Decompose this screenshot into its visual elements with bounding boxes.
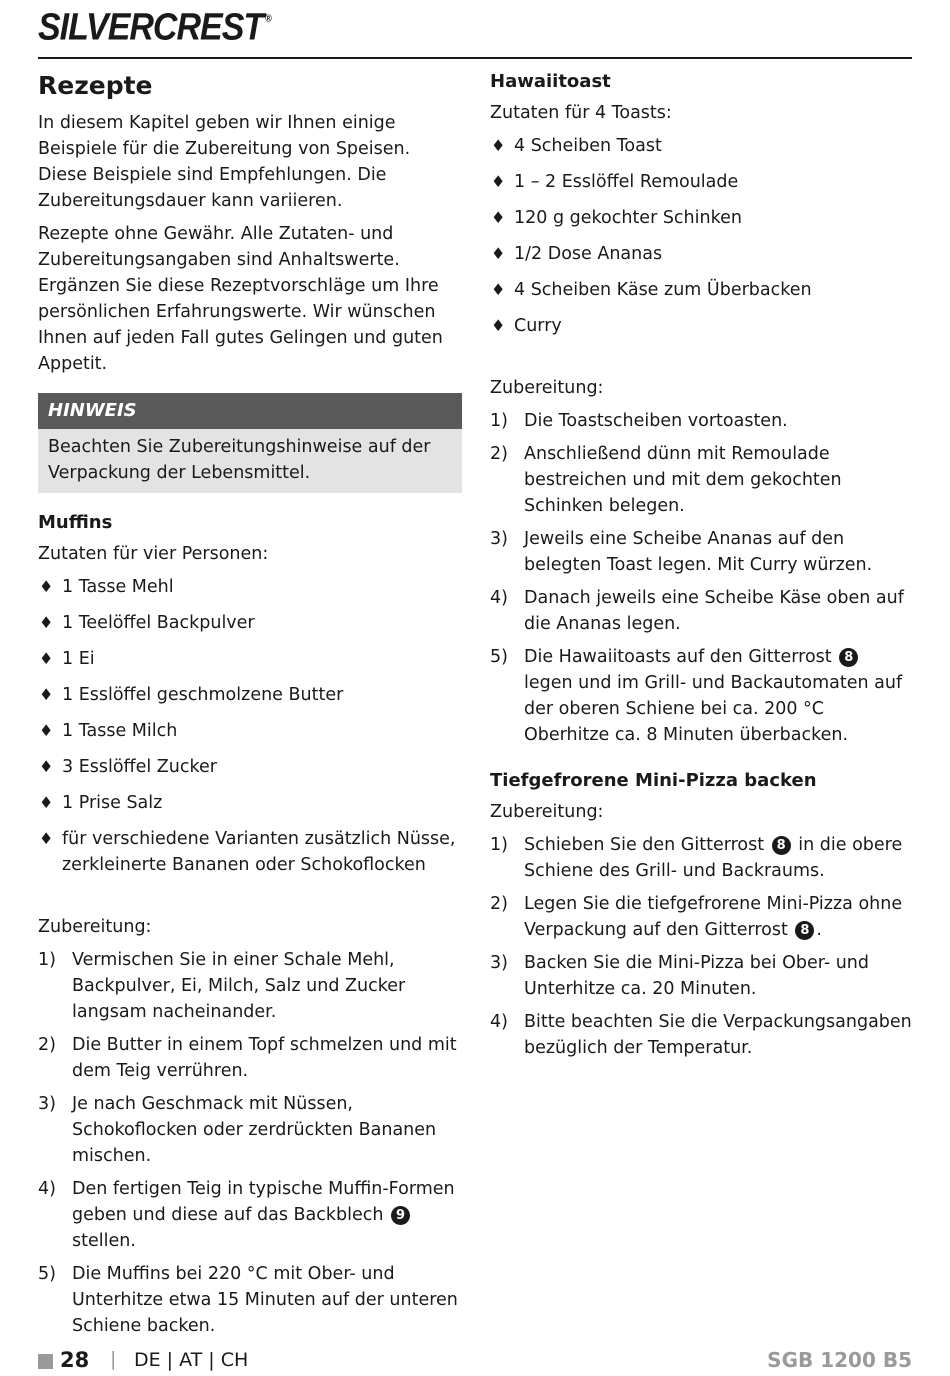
muffins-ingredients-label: Zutaten für vier Personen: xyxy=(38,544,269,564)
list-item: ♦ 120 g gekochter Schinken xyxy=(490,205,914,231)
intro-paragraph-1: In diesem Kapitel geben wir Ihnen einige Beispiele für die Zubereitung von Speisen. Diese Beispiele sind Empfehlungen. Die Zubereitungsdauer kann variieren. xyxy=(38,113,411,211)
list-item: ♦ 1 Esslöffel geschmolzene Butter xyxy=(38,682,462,708)
step-item: 1) Vermischen Sie in einer Schale Mehl, Backpulver, Ei, Milch, Salz und Zucker langsam nacheinander. xyxy=(38,950,406,1022)
model-number: SGB 1200 B5 xyxy=(767,1348,912,1372)
footer-separator: | xyxy=(110,1348,117,1370)
muffins-ingredients-list xyxy=(38,574,462,878)
hawaii-ingredients-label: Zutaten für 4 Toasts: xyxy=(490,103,672,123)
pizza-steps xyxy=(490,832,914,1061)
left-column xyxy=(38,70,462,1346)
right-column xyxy=(490,70,914,1068)
step-item: 2) Die Butter in einem Topf schmelzen und mit dem Teig verrühren. xyxy=(38,1035,457,1081)
country-codes: DE | AT | CH xyxy=(134,1349,249,1371)
note-box xyxy=(38,393,462,493)
list-item: ♦ 1 Tasse Milch xyxy=(38,718,462,744)
page-number: 28 xyxy=(60,1348,90,1372)
hawaii-title: Hawaiitoast xyxy=(490,71,611,92)
part-number-badge: 9 xyxy=(391,1206,410,1225)
list-item: ♦ 1 – 2 Esslöffel Remoulade xyxy=(490,169,914,195)
diamond-bullet-icon: ♦ xyxy=(39,793,54,812)
page-title: Rezepte xyxy=(38,71,153,100)
page-marker-icon xyxy=(38,1354,53,1369)
step-item: 3) Je nach Geschmack mit Nüssen, Schokoflocken oder zerdrückten Bananen mischen. xyxy=(38,1094,437,1166)
diamond-bullet-icon: ♦ xyxy=(491,136,506,155)
diamond-bullet-icon: ♦ xyxy=(491,172,506,191)
muffins-prep-label: Zubereitung: xyxy=(38,917,152,937)
diamond-bullet-icon: ♦ xyxy=(39,649,54,668)
list-item: ♦ 1 Teelöffel Backpulver xyxy=(38,610,462,636)
note-text: Beachten Sie Zubereitungshinweise auf der Verpackung der Lebensmittel. xyxy=(38,429,462,493)
diamond-bullet-icon: ♦ xyxy=(39,721,54,740)
diamond-bullet-icon: ♦ xyxy=(39,757,54,776)
muffins-title: Muffins xyxy=(38,512,113,533)
list-item: ♦ 1 Ei xyxy=(38,646,462,672)
step-item: 5) Die Hawaiitoasts auf den Gitterrost 8 legen und im Grill- und Backautomaten auf der oberen Schiene bei ca. 200 °C Oberhitze ca. 8 Minuten überbacken. xyxy=(490,647,903,745)
diamond-bullet-icon: ♦ xyxy=(39,829,54,848)
step-item: 3) Backen Sie die Mini-Pizza bei Ober- und Unterhitze ca. 20 Minuten. xyxy=(490,953,869,999)
list-item: ♦ 4 Scheiben Toast xyxy=(490,133,914,159)
list-item: ♦ 1 Prise Salz xyxy=(38,790,462,816)
pizza-title: Tiefgefrorene Mini-Pizza backen xyxy=(490,770,817,791)
diamond-bullet-icon: ♦ xyxy=(491,316,506,335)
diamond-bullet-icon: ♦ xyxy=(491,280,506,299)
part-number-badge: 8 xyxy=(795,921,814,940)
list-item: ♦ 3 Esslöffel Zucker xyxy=(38,754,462,780)
part-number-badge: 8 xyxy=(839,648,858,667)
part-number-badge: 8 xyxy=(772,836,791,855)
diamond-bullet-icon: ♦ xyxy=(39,577,54,596)
step-item: 1) Die Toastscheiben vortoasten. xyxy=(490,411,788,431)
step-item: 2) Anschließend dünn mit Remoulade bestreichen und mit dem gekochten Schinken belegen. xyxy=(490,444,842,516)
diamond-bullet-icon: ♦ xyxy=(39,613,54,632)
hawaii-prep-label: Zubereitung: xyxy=(490,378,604,398)
note-heading: HINWEIS xyxy=(38,393,462,429)
list-item: ♦ für verschiedene Varianten zusätzlich Nüsse, zerkleinerte Bananen oder Schokoflocken xyxy=(38,826,462,878)
muffins-steps xyxy=(38,947,462,1339)
list-item: ♦ 1 Tasse Mehl xyxy=(38,574,462,600)
header-rule xyxy=(38,57,912,59)
brand-logo: SILVERCREST ® xyxy=(38,6,271,49)
intro-paragraph-2: Rezepte ohne Gewähr. Alle Zutaten- und Zubereitungsangaben sind Anhaltswerte. Ergänzen Sie diese Rezeptvorschläge um Ihre persönlichen Erfahrungswerte. Wir wünschen Ihnen auf jeden Fall gutes Gelingen und guten Appetit. xyxy=(38,224,443,374)
diamond-bullet-icon: ♦ xyxy=(491,208,506,227)
list-item: ♦ Curry xyxy=(490,313,914,339)
list-item: ♦ 1/2 Dose Ananas xyxy=(490,241,914,267)
diamond-bullet-icon: ♦ xyxy=(491,244,506,263)
step-item: 1) Schieben Sie den Gitterrost 8 in die obere Schiene des Grill- und Backraums. xyxy=(490,835,903,881)
hawaii-ingredients-list xyxy=(490,133,914,339)
list-item: ♦ 4 Scheiben Käse zum Überbacken xyxy=(490,277,914,303)
step-item: 2) Legen Sie die tiefgefrorene Mini-Pizza ohne Verpackung auf den Gitterrost 8 . xyxy=(490,894,903,940)
hawaii-steps xyxy=(490,408,914,748)
step-item: 5) Die Muffins bei 220 °C mit Ober- und Unterhitze etwa 15 Minuten auf der unteren Schiene backen. xyxy=(38,1264,458,1336)
pizza-prep-label: Zubereitung: xyxy=(490,802,604,822)
step-item: 4) Danach jeweils eine Scheibe Käse oben auf die Ananas legen. xyxy=(490,588,904,634)
step-item: 3) Jeweils eine Scheibe Ananas auf den belegten Toast legen. Mit Curry würzen. xyxy=(490,529,873,575)
diamond-bullet-icon: ♦ xyxy=(39,685,54,704)
step-item: 4) Den fertigen Teig in typische Muffin-Formen geben und diese auf das Backblech 9 stellen. xyxy=(38,1179,455,1251)
page-footer xyxy=(38,1346,912,1376)
step-item: 4) Bitte beachten Sie die Verpackungsangaben bezüglich der Temperatur. xyxy=(490,1012,912,1058)
